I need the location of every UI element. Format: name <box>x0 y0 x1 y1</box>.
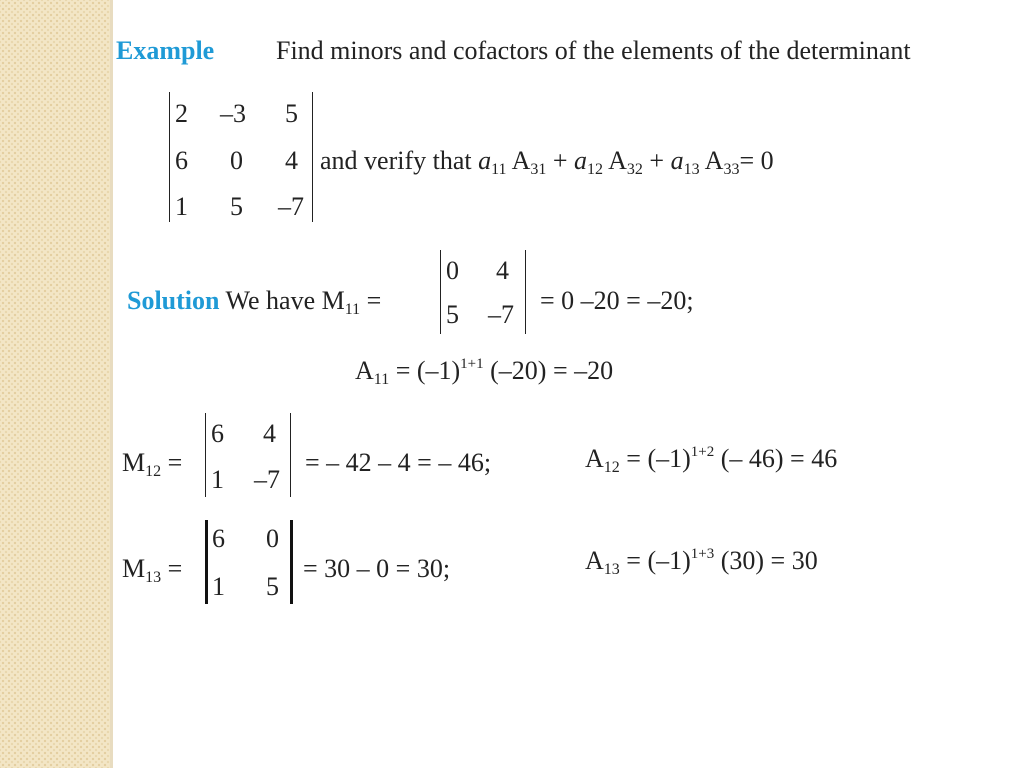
m12-label <box>122 448 183 480</box>
a12-cofactor <box>585 444 838 476</box>
solution-sub: 11 <box>344 301 361 318</box>
m13-result: = 30 – 0 = 30; <box>303 554 451 583</box>
a13-rest: (30) = 30 <box>720 546 818 575</box>
det-cell: 4 <box>285 146 298 175</box>
verify-prefix: and verify that <box>320 146 472 175</box>
a12-mid: = (–1) <box>626 444 691 473</box>
equals-sign: = <box>167 448 183 477</box>
a12-sub: 12 <box>603 459 620 476</box>
equals-sign: = <box>167 554 183 583</box>
a12-A: A <box>585 444 604 473</box>
term-A: A <box>704 146 724 175</box>
plus-sign: + <box>552 146 568 175</box>
solution-text: We have M <box>225 286 345 315</box>
example-label: Example <box>116 36 215 65</box>
a13-sub: 13 <box>603 561 620 578</box>
minor-m12-determinant <box>205 413 291 497</box>
det-cell: 4 <box>263 419 276 448</box>
a11-sup: 1+1 <box>460 356 484 372</box>
a13-cofactor <box>585 546 818 578</box>
m13-sub: 13 <box>145 569 162 586</box>
det-cell: –7 <box>488 300 514 329</box>
det-cell: –3 <box>220 99 246 128</box>
det-cell: 2 <box>175 99 188 128</box>
a13-mid: = (–1) <box>626 546 691 575</box>
det-cell: 1 <box>211 465 224 494</box>
m13-M: M <box>122 554 146 583</box>
solution-label: Solution <box>127 286 220 315</box>
m13-label <box>122 554 183 586</box>
det-cell: 4 <box>496 256 509 285</box>
minor-m13-determinant <box>205 520 293 604</box>
side-strip-edge <box>110 0 113 768</box>
a11-A: A <box>355 356 374 385</box>
det-cell: 6 <box>211 419 224 448</box>
term-A: A <box>608 146 627 175</box>
det-cell: 0 <box>446 256 459 285</box>
equals-sign: = <box>366 286 382 315</box>
det-cell: 0 <box>266 524 279 553</box>
term-A: A <box>511 146 531 175</box>
m11-result: = 0 –20 = –20; <box>540 286 694 315</box>
plus-sign: + <box>649 146 665 175</box>
m12-sub: 12 <box>145 463 162 480</box>
m12-result: = – 42 – 4 = – 46; <box>305 448 492 477</box>
a12-rest: (– 46) = 46 <box>720 444 838 473</box>
term-A-sub: 31 <box>530 161 547 178</box>
det-cell: 1 <box>175 192 188 221</box>
det-cell: 5 <box>266 572 279 601</box>
term-a: a <box>478 146 492 175</box>
decorative-side-strip <box>0 0 110 768</box>
term-a-sub: 11 <box>491 161 507 178</box>
term-A-sub: 32 <box>626 161 643 178</box>
a11-mid: = (–1) <box>395 356 461 385</box>
term-a-sub: 12 <box>587 161 604 178</box>
term-a-sub: 13 <box>683 161 700 178</box>
det-cell: 5 <box>446 300 459 329</box>
term-a: a <box>670 146 684 175</box>
a11-cofactor <box>355 356 614 388</box>
problem-statement: Find minors and cofactors of the elements of the determinant <box>276 36 911 65</box>
det-cell: 6 <box>175 146 188 175</box>
minor-m11-determinant <box>440 250 526 334</box>
det-cell: 0 <box>230 146 243 175</box>
det-cell: 5 <box>285 99 298 128</box>
term-A-sub: 33 <box>723 161 740 178</box>
a11-rest: (–20) = –20 <box>490 356 614 385</box>
det-cell: 5 <box>230 192 243 221</box>
a13-sup: 1+3 <box>690 546 715 562</box>
det-cell: 6 <box>212 524 225 553</box>
solution-line <box>127 286 382 318</box>
m12-M: M <box>122 448 146 477</box>
a13-A: A <box>585 546 604 575</box>
term-a: a <box>574 146 588 175</box>
det-cell: –7 <box>254 465 280 494</box>
a11-sub: 11 <box>373 371 390 388</box>
example-heading <box>116 38 214 64</box>
det-cell: –7 <box>278 192 304 221</box>
a12-sup: 1+2 <box>690 444 715 460</box>
det-cell: 1 <box>212 572 225 601</box>
main-determinant <box>169 92 313 222</box>
verify-statement <box>320 146 774 178</box>
equals-zero: = 0 <box>739 146 774 175</box>
